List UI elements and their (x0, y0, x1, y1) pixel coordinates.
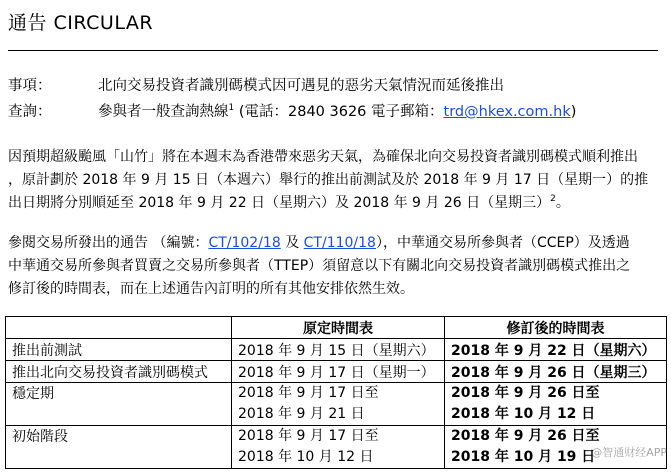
paragraph-line: ，原計劃於 2018 年 9 月 15 日（本週六）舉行的推出前測試及於 2018 年 9 月 17 日（星期一）的推 (8, 172, 649, 188)
page-title: 通告 CIRCULAR (8, 12, 154, 34)
notice-paragraph (8, 146, 668, 215)
date-line: 2018 年 10 月 12 日 (451, 406, 596, 422)
event-cell: 初始階段 (6, 426, 232, 469)
date-line: 2018 年 9 月 21 日 (238, 406, 365, 422)
date-line: 2018 年 9 月 26 日至 (451, 385, 600, 401)
header-original-schedule: 原定時間表 (232, 317, 445, 339)
schedule-table (5, 316, 667, 469)
paragraph-line (8, 232, 668, 255)
table-row (6, 383, 667, 426)
date-line: 2018 年 10 月 19 日 (451, 449, 596, 465)
paragraph-line (8, 192, 668, 215)
date-line: 2018 年 9 月 17 日至 (238, 385, 379, 401)
paragraph-text: ），中華通交易所參與者（CCEP）及透過 (375, 235, 630, 251)
paragraph-text: 及 (280, 235, 304, 251)
paragraph-line: 修訂後的時間表，而在上述通告內訂明的所有其他安排依然生效。 (8, 281, 414, 297)
paragraph-end: 。 (555, 195, 570, 211)
revised-date-cell: 2018 年 9 月 22 日（星期六） (445, 339, 667, 361)
footnote-marker: 2 (550, 194, 556, 204)
watermark-text: @智通财经APP (591, 446, 667, 459)
enquiry-value (98, 100, 576, 121)
enquiry-label: 查詢： (8, 104, 52, 120)
revised-date-cell (445, 383, 667, 426)
revised-date-cell: 2018 年 9 月 26 日（星期三） (445, 361, 667, 383)
original-date-cell (232, 383, 445, 426)
date-line: 2018 年 9 月 26 日至 (451, 428, 600, 444)
paragraph-text: 參閱交易所發出的通告 （編號： (8, 235, 209, 251)
original-date-cell: 2018 年 9 月 15 日（星期六） (232, 339, 445, 361)
reference-paragraph (8, 232, 668, 301)
table-row (6, 426, 667, 469)
table-row (6, 361, 667, 383)
footnote-marker: 1 (228, 103, 235, 113)
email-link[interactable]: trd@hkex.com.hk (443, 104, 571, 120)
original-date-cell (232, 426, 445, 469)
table-row (6, 339, 667, 361)
circular-link-ct-102-18[interactable]: CT/102/18 (208, 235, 281, 251)
table-header-row (6, 317, 667, 339)
subject-label: 事項： (8, 78, 52, 94)
enquiry-close: ) (570, 104, 577, 120)
date-line: 2018 年 10 月 12 日 (238, 449, 374, 465)
event-cell: 穩定期 (6, 383, 232, 426)
event-cell: 推出北向交易投資者識別碼模式 (6, 361, 232, 383)
event-cell: 推出前測試 (6, 339, 232, 361)
title-divider (8, 50, 658, 51)
circular-link-ct-110-18[interactable]: CT/110/18 (303, 235, 376, 251)
paragraph-line: 中華通交易所參與者買賣之交易所參與者（TTEP）須留意以下有關北向交易投資者識別碼模式推出之 (8, 258, 631, 274)
header-event (6, 317, 232, 339)
original-date-cell: 2018 年 9 月 17 日（星期一） (232, 361, 445, 383)
paragraph-text: 出日期將分別順延至 2018 年 9 月 22 日（星期六）及 2018 年 9 月 26 日（星期三） (8, 195, 551, 211)
date-line: 2018 年 9 月 17 日至 (238, 428, 379, 444)
header-revised-schedule: 修訂後的時間表 (445, 317, 667, 339)
enquiry-prefix: 參與者一般查詢熱線 (98, 104, 229, 120)
enquiry-details: (電話：2840 3626 電子郵箱： (234, 104, 444, 120)
paragraph-line: 因預期超級颱風「山竹」將在本週末為香港帶來惡劣天氣，為確保北向交易投資者識別碼模式順利推出 (8, 149, 638, 165)
subject-value: 北向交易投資者識別碼模式因可遇見的惡劣天氣情況而延後推出 (98, 78, 504, 94)
